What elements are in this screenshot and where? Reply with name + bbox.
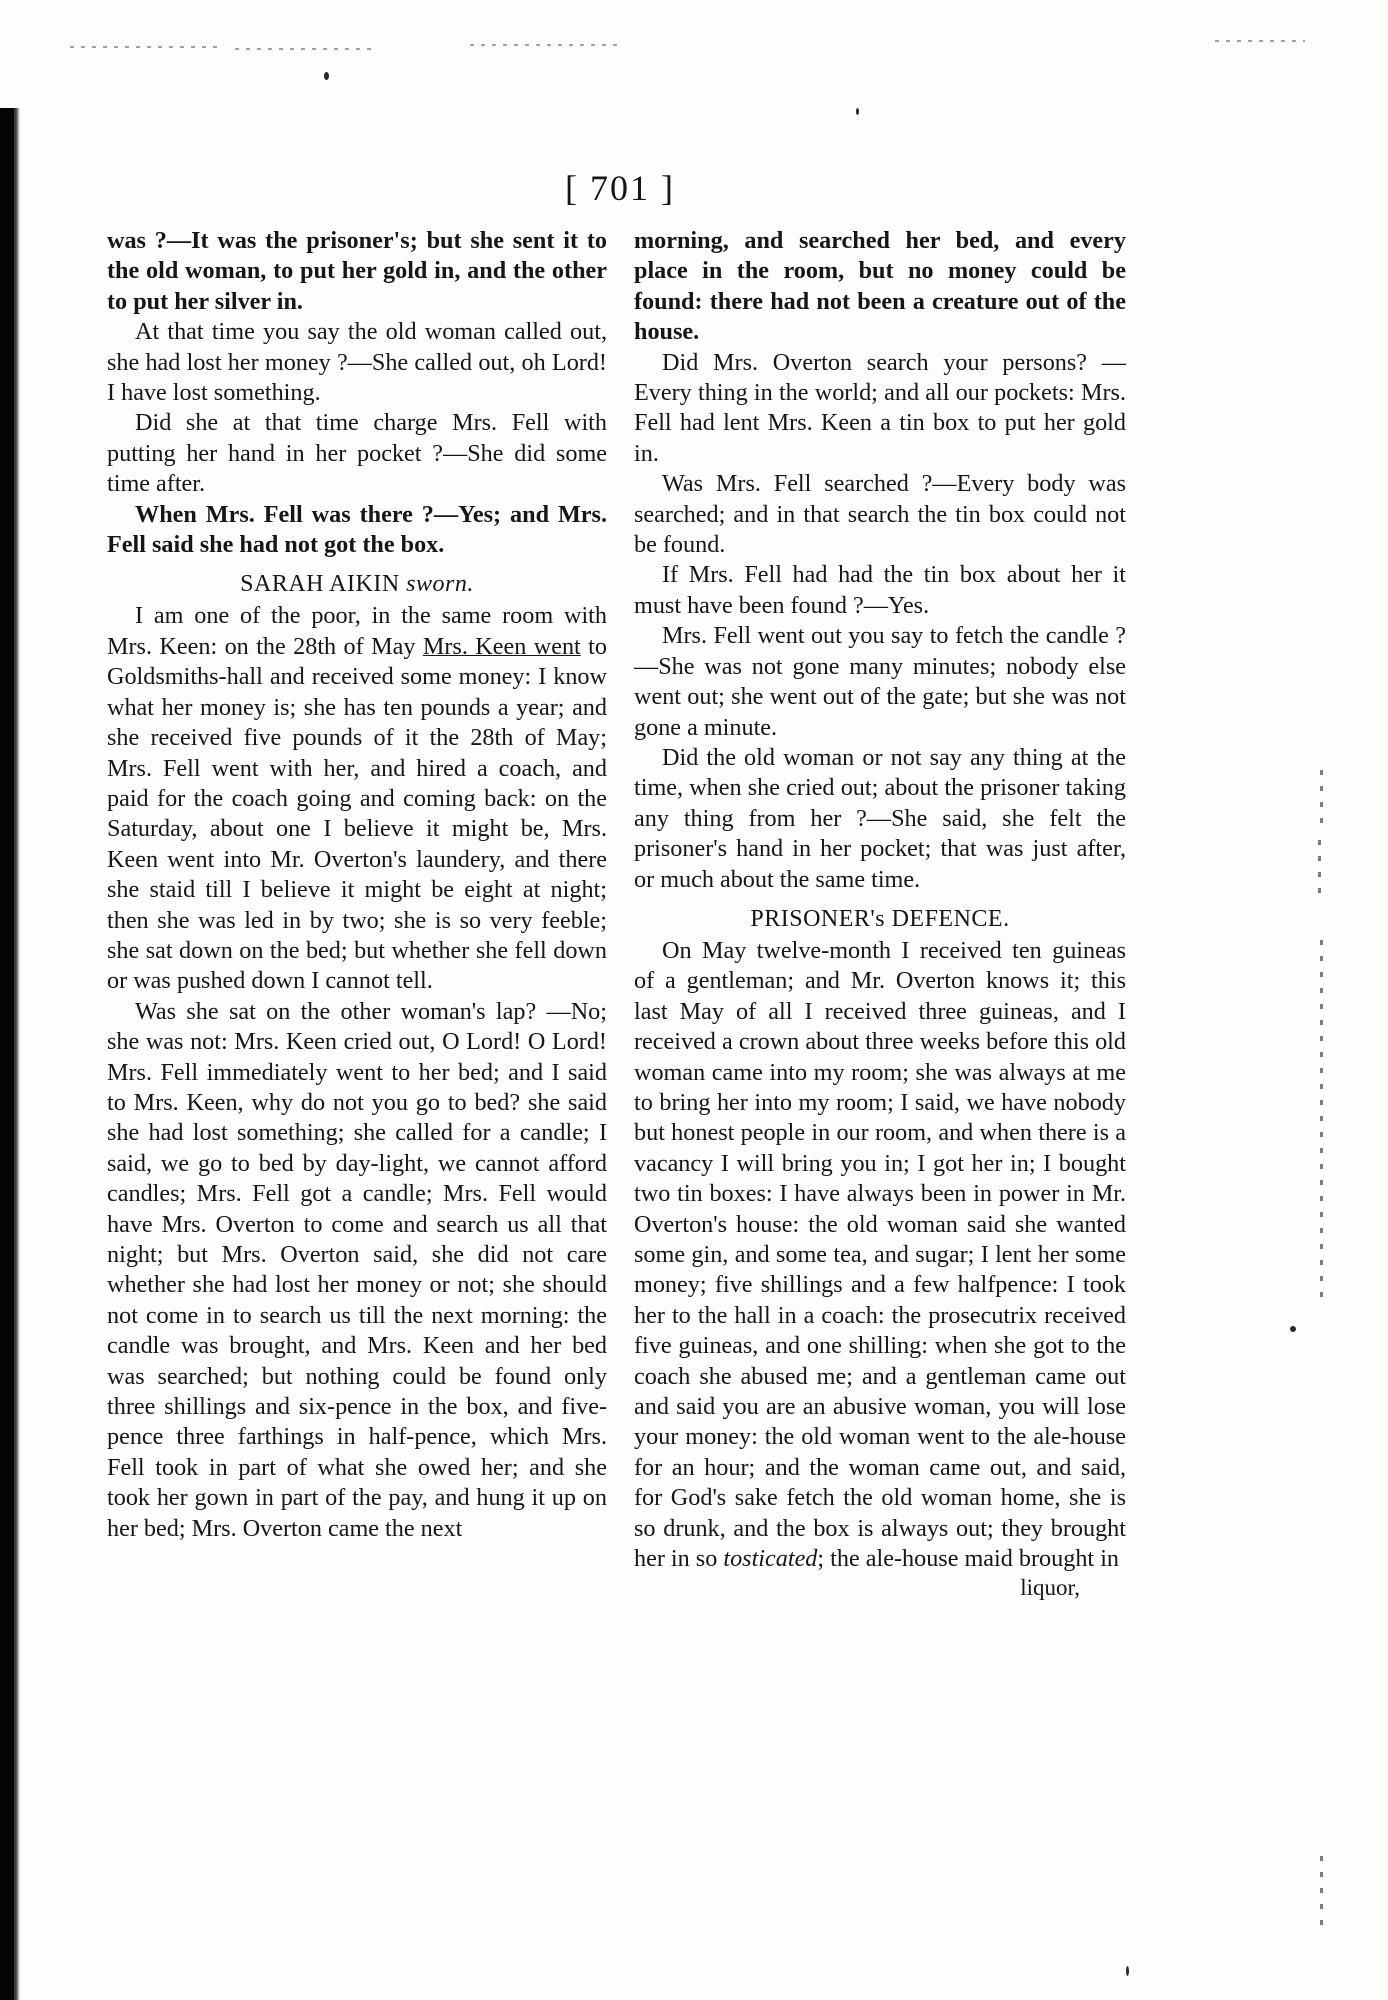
- italic-word: tosticated: [723, 1545, 818, 1573]
- witness-name: SARAH AIKIN: [240, 571, 400, 598]
- right-paragraph: Mrs. Fell went out you say to fetch the candle ?—She was not gone many minutes; nobody else went out; she went out of the gate; but she was not gone a minute.: [634, 622, 1126, 741]
- scan-speck: [324, 72, 329, 80]
- witness-testimony-paragraph: [107, 601, 607, 996]
- sworn-label: sworn.: [406, 571, 474, 598]
- left-text-column: [107, 226, 607, 1544]
- right-paragraph: If Mrs. Fell had had the tin box about her it must have been found ?—Yes.: [634, 561, 1126, 619]
- scan-noise-right: [1318, 840, 1321, 895]
- scan-noise-top-middle: [235, 48, 375, 50]
- left-paragraph: At that time you say the old woman called out, she had lost her money ?—She called out, oh Lord! I have lost something.: [107, 318, 607, 407]
- scan-noise-top-right: [1215, 40, 1305, 42]
- underlined-text: Mrs. Keen went: [422, 632, 581, 660]
- scan-speck: [1290, 1326, 1296, 1332]
- left-paragraph: Did she at that time charge Mrs. Fell with putting her hand in her pocket ?—She did some time after.: [107, 409, 607, 498]
- defence-text-start: On May twelve-month I received ten guineas of a gentleman; and Mr. Overton knows it; this last May of all I received three guineas, and I received a crown about three weeks before this old woman came into my room; she was always at me to bring her into my room; I said, we have nobody but honest people in our room, and when there is a vacancy I will bring you in; I got her in; I bought two tin boxes: I have always been in power in Mr. Overton's house: the old woman said she wanted some gin, and some tea, and sugar; I lent her some money; five shillings and a few halfpence: I took her to the hall in a coach: the prosecutrix received five guineas, and one shilling: when she got to the coach she abused me; and a gentleman came out and said you are an abusive woman, you will lose your money: the old woman went to the ale-house for an hour; and the woman came out, and said, for God's sake fetch the old woman home, she is so drunk, and the box is always out; they brought her in so: [634, 936, 1126, 1573]
- left-paragraph: was ?—It was the prisoner's; but she sent it to the old woman, to put her gold in, and the other to put her silver in.: [107, 227, 607, 315]
- scan-noise-top-center: [470, 44, 620, 46]
- right-paragraph: Did the old woman or not say any thing at the time, when she cried out; about the prisoner taking any thing from her ?—She said, she felt the prisoner's hand in her pocket; that was just after, or much about the same time.: [634, 743, 1126, 893]
- scan-speck: [1126, 1966, 1129, 1976]
- defence-paragraph: [634, 936, 1126, 1575]
- witness-heading: [107, 569, 607, 599]
- right-paragraph: Was Mrs. Fell searched ?—Every body was searched; and in that search the tin box could not be found.: [634, 470, 1126, 559]
- scan-noise-right: [1320, 940, 1323, 1300]
- right-text-column: [634, 226, 1126, 1602]
- scan-noise-top-left: [70, 46, 220, 48]
- right-paragraph: Did Mrs. Overton search your persons? —Every thing in the world; and all our pockets: Mrs. Fell had lent Mrs. Keen a tin box to put her gold in.: [634, 348, 1126, 467]
- page-number: [ 701 ]: [565, 168, 675, 208]
- left-paragraph: Was she sat on the other woman's lap? —No; she was not: Mrs. Keen cried out, O Lord! O Lord! Mrs. Fell immediately went to her bed; and I said to Mrs. Keen, why do not you go to bed? she said she had lost something; she called for a candle; I said, we go to bed by day-light, we cannot afford candles; Mrs. Fell got a candle; Mrs. Fell would have Mrs. Overton to come and search us all that night; but Mrs. Overton said, she did not care whether she had lost her money or not; she should not come in to search us till the next morning: the candle was brought, and Mrs. Keen and her bed was searched; but nothing could be found only three shillings and six-pence in the box, and five-pence three farthings in half-pence, which Mrs. Fell took in part of what she owed her; and she took her gown in part of the pay, and hung it up on her bed; Mrs. Overton came the next: [107, 997, 607, 1542]
- testimony-text-start: I am one of the poor, in the same room with Mrs. Keen: on the 28th of May: [107, 602, 607, 660]
- scan-speck: [856, 108, 859, 115]
- right-paragraph: morning, and searched her bed, and every place in the room, but no money could be found: there had not been a creature out of the house.: [634, 227, 1126, 346]
- scan-noise-right: [1320, 770, 1323, 830]
- scan-noise-right: [1320, 1856, 1323, 1926]
- scan-binding-edge: [0, 108, 20, 2000]
- defence-heading: PRISONER's DEFENCE.: [750, 905, 1010, 932]
- left-paragraph: When Mrs. Fell was there ?—Yes; and Mrs. Fell said she had not got the box.: [107, 500, 607, 559]
- defence-text-end: ; the ale-house maid brought in: [817, 1545, 1120, 1573]
- testimony-text-continued: to Goldsmiths-hall and received some money: I know what her money is; she has ten pounds a year; and she received five pounds of it the 28th of May; Mrs. Fell went with her, and hired a coach, and paid for the coach going and coming back: on the Saturday, about one I believe it might be, Mrs. Keen went into Mr. Overton's laundery, and there she staid till I believe it might be eight at night; then she was led in by two; she is so very feeble; she sat down on the bed; but whether she fell down or was pushed down I cannot tell.: [107, 632, 607, 995]
- catchword: liquor,: [1020, 1575, 1080, 1601]
